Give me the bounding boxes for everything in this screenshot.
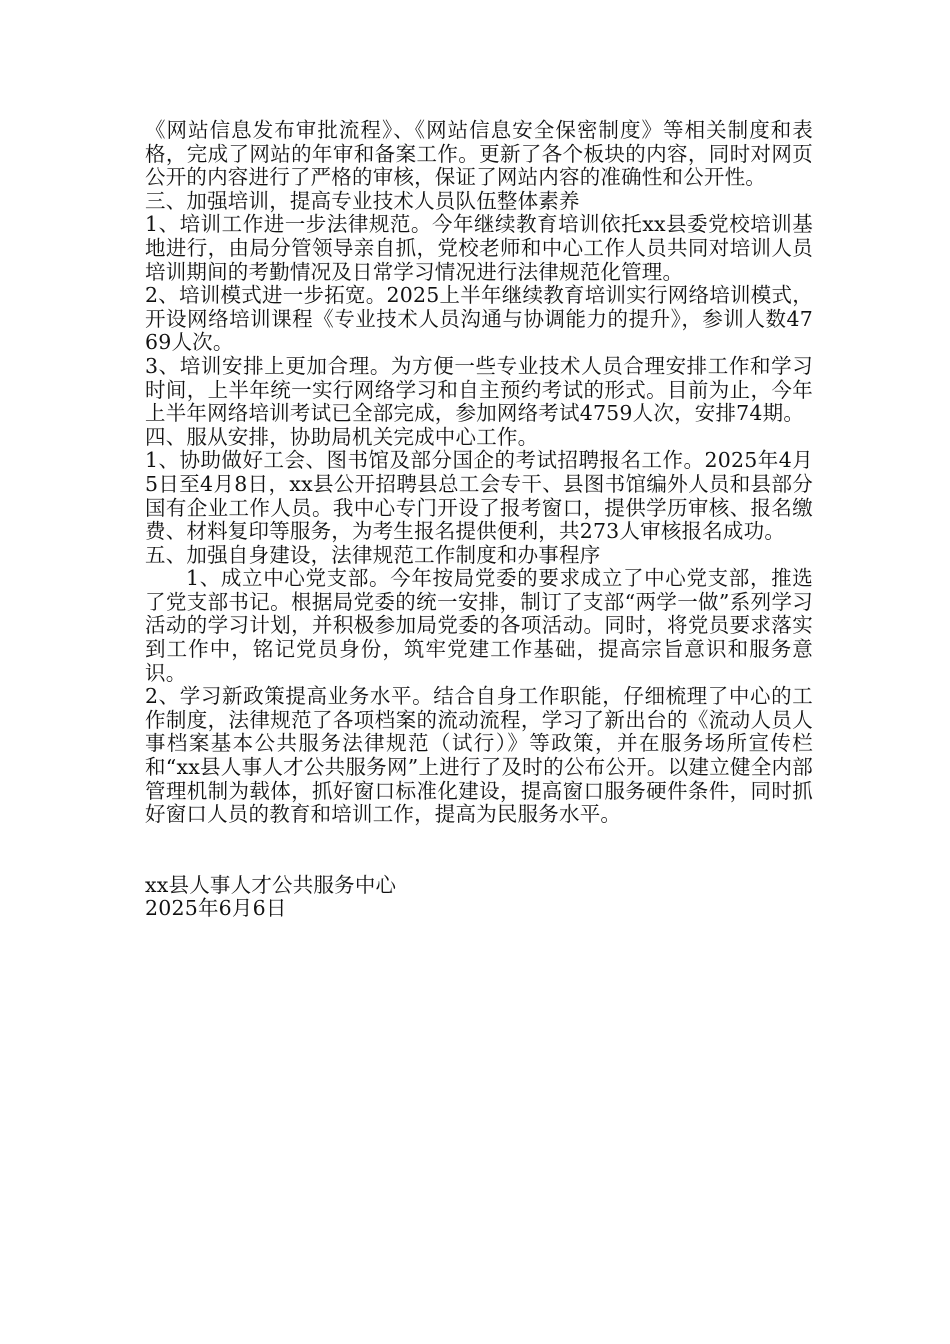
signature-organization: xx县人事人才公共服务中心 xyxy=(145,872,397,897)
paragraph-website-review: 《网站信息发布审批流程》、《网站信息安全保密制度》等相关制度和表格，完成了网站的年审和备案工作。更新了各个板块的内容，同时对网页公开的内容进行了严格的审核，保证了网站内容的准确性和公开性。 xyxy=(145,118,813,190)
signature-spacer xyxy=(145,827,813,874)
section-heading-self-building: 五、加强自身建设，法律规范工作制度和办事程序 xyxy=(145,542,601,567)
signature-date: 2025年6月6日 xyxy=(145,896,287,921)
paragraph-training-standardization: 1、培训工作进一步法律规范。今年继续教育培训依托xx县委党校培训基地进行，由局分管领导亲自抓，党校老师和中心工作人员共同对培训人员培训期间的考勤情况及日常学习情况进行法律规范化管理。 xyxy=(145,212,813,284)
section-heading-assist-bureau: 四、服从安排，协助局机关完成中心工作。 xyxy=(145,424,539,449)
paragraph-training-mode: 2、培训模式进一步拓宽。2025上半年继续教育培训实行网络培训模式，开设网络培训课程《专业技术人员沟通与协调能力的提升》，参训人数4769人次。 xyxy=(145,283,813,355)
paragraph-party-branch: 1、成立中心党支部。今年按局党委的要求成立了中心党支部，推选了党支部书记。根据局党委的统一安排，制订了支部“两学一做”系列学习活动的学习计划，并积极参加局党委的各项活动。同时，将党员要求落实到工作中，铭记党员身份，筑牢党建工作基础，提高宗旨意识和服务意识。 xyxy=(145,566,813,685)
paragraph-recruitment-registration: 1、协助做好工会、图书馆及部分国企的考试招聘报名工作。2025年4月5日至4月8日，xx县公开招聘县总工会专干、县图书馆编外人员和县部分国有企业工作人员。我中心专门开设了报考窗口，提供学历审核、报名缴费、材料复印等服务，为考生报名提供便利，共273人审核报名成功。 xyxy=(145,448,813,544)
paragraph-training-arrangement: 3、培训安排上更加合理。为方便一些专业技术人员合理安排工作和学习时间，上半年统一实行网络学习和自主预约考试的形式。目前为止，今年上半年网络培训考试已全部完成，参加网络考试4759人次，安排74期。 xyxy=(145,353,813,426)
paragraph-new-policy-study: 2、学习新政策提高业务水平。结合自身工作职能，仔细梳理了中心的工作制度，法律规范了各项档案的流动流程，学习了新出台的《流动人员人事档案基本公共服务法律规范（试行）》等政策，并在服务场所宣传栏和“xx县人事人才公共服务网”上进行了及时的公布公开。以建立健全内部管理机制为载体，抓好窗口标准化建设，提高窗口服务硬件条件，同时抓好窗口人员的教育和培训工作，提高为民服务水平。 xyxy=(145,684,813,827)
section-heading-training: 三、加强培训，提高专业技术人员队伍整体素养 xyxy=(145,188,580,213)
document-page xyxy=(145,119,813,921)
